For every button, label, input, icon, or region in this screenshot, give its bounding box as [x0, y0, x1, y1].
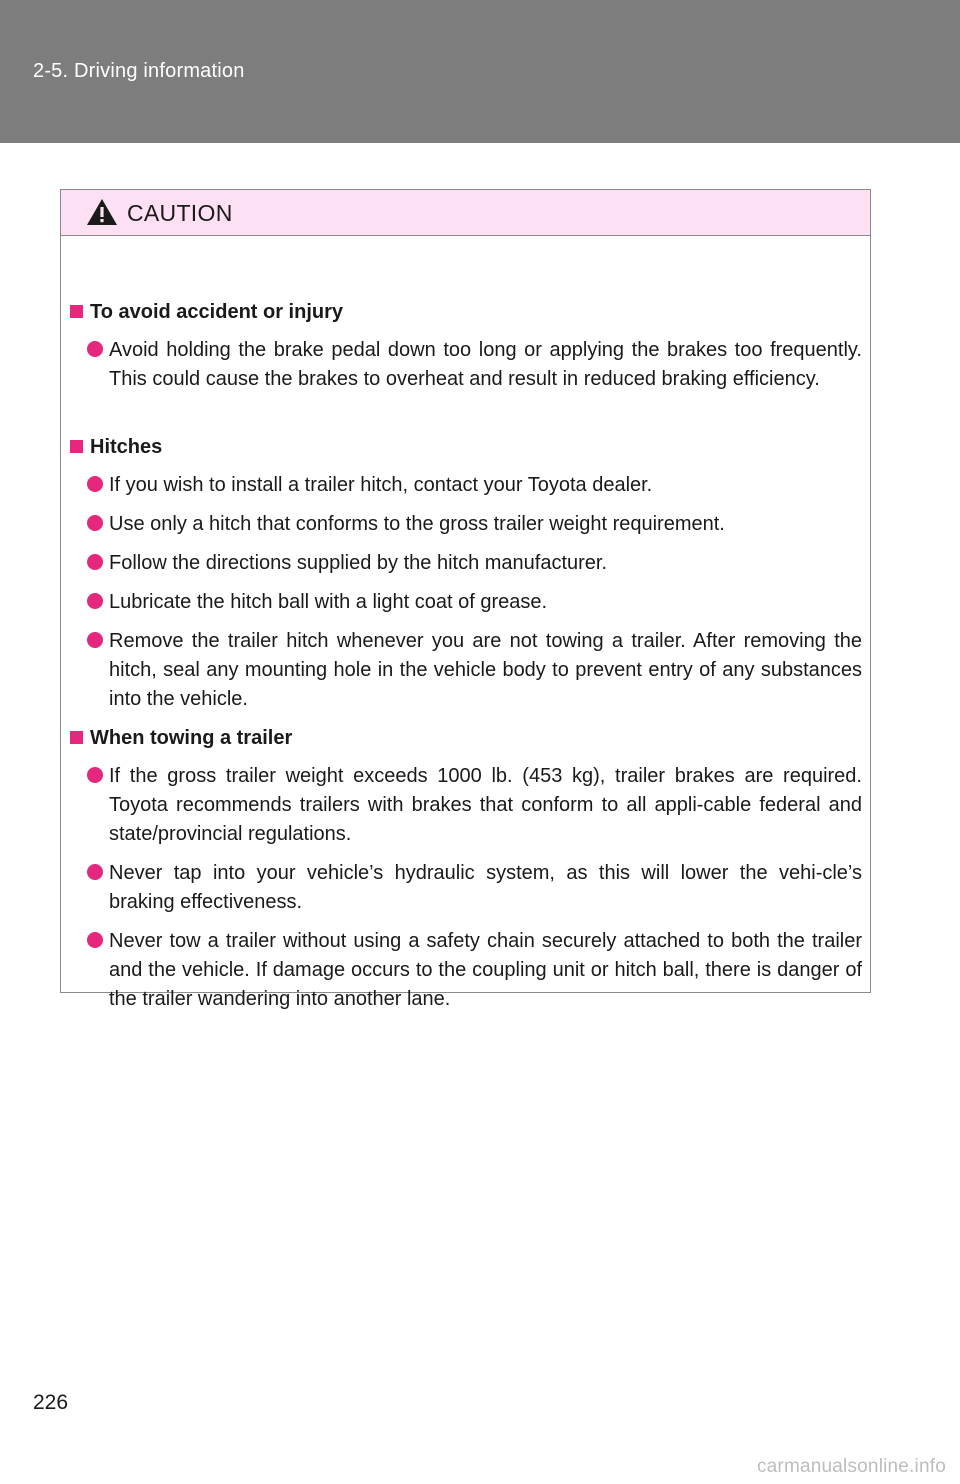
caution-box	[60, 189, 871, 1010]
round-bullet-icon	[87, 515, 103, 531]
round-bullet-icon	[87, 632, 103, 648]
watermark: carmanualsonline.info	[756, 1456, 946, 1477]
list-item-text: Avoid holding the brake pedal down too long or applying the brakes too frequently. This could cause the brakes to overheat and result in reduced braking efficiency.	[109, 339, 862, 390]
list-item-text: Never tow a trailer without using a safety chain securely attached to both the trailer and the vehicle. If damage occurs to the coupling unit or hitch ball, there is danger of the trailer wandering into another lane.	[109, 930, 862, 1010]
square-bullet-icon	[70, 440, 83, 453]
list-item	[87, 588, 862, 617]
section-heading	[70, 298, 343, 327]
list-item	[87, 927, 862, 1014]
section-heading	[70, 724, 292, 753]
round-bullet-icon	[87, 932, 103, 948]
section-heading-text: When towing a trailer	[90, 727, 293, 749]
section-title: 2-5. Driving information	[33, 60, 245, 82]
page-number: 226	[33, 1391, 69, 1414]
section-heading-text: To avoid accident or injury	[90, 301, 344, 323]
list-item-text: Lubricate the hitch ball with a light coat of grease.	[109, 591, 548, 613]
square-bullet-icon	[70, 731, 83, 744]
list-item	[87, 336, 862, 394]
round-bullet-icon	[87, 864, 103, 880]
round-bullet-icon	[87, 593, 103, 609]
list-item	[87, 859, 862, 917]
section-heading-text: Hitches	[90, 436, 163, 458]
round-bullet-icon	[87, 767, 103, 783]
list-item-text: Remove the trailer hitch whenever you are not towing a trailer. After removing the hitch, seal any mounting hole in the vehicle body to prevent entry of any substances into the vehicle.	[109, 630, 862, 710]
caution-header	[61, 190, 870, 236]
list-item	[87, 549, 862, 578]
list-item-text: Use only a hitch that conforms to the gross trailer weight requirement.	[109, 513, 725, 535]
warning-triangle-icon	[86, 198, 118, 226]
list-item	[87, 510, 862, 539]
list-item	[87, 627, 862, 714]
list-item-text: If you wish to install a trailer hitch, contact your Toyota dealer.	[109, 474, 653, 496]
header-band	[0, 0, 960, 143]
list-item	[87, 471, 862, 500]
square-bullet-icon	[70, 305, 83, 318]
list-item	[87, 762, 862, 849]
list-item-text: Follow the directions supplied by the hitch manufacturer.	[109, 552, 608, 574]
round-bullet-icon	[87, 341, 103, 357]
section-heading	[70, 433, 162, 462]
round-bullet-icon	[87, 554, 103, 570]
list-item-text: If the gross trailer weight exceeds 1000 lb. (453 kg), trailer brakes are required. Toyota recommends trailers with brakes that conform to all appli-cable federal and state/provincial regulations.	[109, 765, 862, 845]
round-bullet-icon	[87, 476, 103, 492]
list-item-text: Never tap into your vehicle’s hydraulic system, as this will lower the vehi-cle’s braking effectiveness.	[109, 862, 862, 913]
caution-title: CAUTION	[127, 200, 233, 226]
